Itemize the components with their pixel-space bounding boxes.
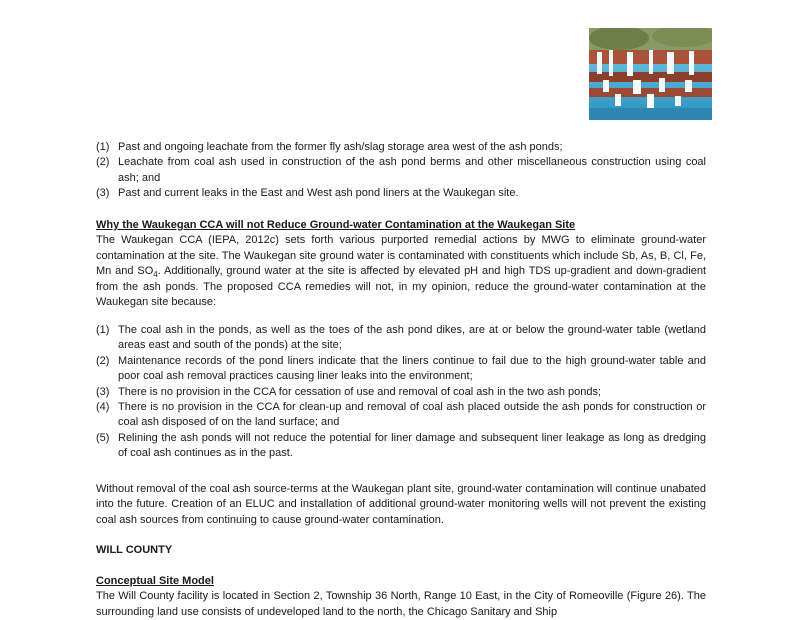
body-paragraph: The Will County facility is located in Section 2, Township 36 North, Range 10 East, in the City of Romeoville (Figure 26). The surrounding land use consists of undeveloped land to the north, the Chicago Sanitary and Ship	[96, 590, 706, 618]
subsection-heading: Conceptual Site Model	[96, 575, 214, 587]
remedy-failure-reasons-block	[96, 323, 706, 462]
waukegan-section	[96, 218, 706, 310]
remedy-failure-reasons-list	[96, 323, 706, 462]
list-item: (2) Maintenance records of the pond liners indicate that the liners continue to fail due to the high ground-water table and poor coal ash removal practices causing liner leaks into the environment;	[96, 354, 706, 383]
conclusion-paragraph: Without removal of the coal ash source-terms at the Waukegan plant site, ground-water contamination will continue unabated into the future. Creation of an ELUC and installation of additional ground-water monitoring wells will not prevent the existing coal ash sources from continuing to cause ground-water contamination.	[96, 483, 706, 526]
section-title: WILL COUNTY	[96, 544, 173, 556]
contamination-sources-list	[96, 140, 706, 202]
waterfall-image	[589, 28, 712, 120]
will-county-section	[96, 574, 706, 620]
list-item: (3) There is no provision in the CCA for cessation of use and removal of coal ash in the two ash ponds;	[96, 385, 602, 398]
conclusion-block	[96, 482, 706, 528]
body-paragraph: The Waukegan CCA (IEPA, 2012c) sets forth various purported remedial actions by MWG to eliminate ground-water contamination at the site. The Waukegan site ground water is contaminated with constituents which include Sb, As, B, Cl, Fe, Mn and $SO_4$. Additionally, ground water at the site is affected by elevated pH and high TDS up-gradient and down-gradient from the ash ponds. The proposed CCA remedies will not, in my opinion, reduce the ground-water contamination at the Waukegan site because:	[96, 234, 707, 309]
list-item: (5) Relining the ash ponds will not reduce the potential for liner damage and subsequent liner leakage as long as dredging of coal ash continues as in the past.	[96, 431, 706, 460]
will-county-title-block	[96, 543, 706, 558]
contamination-sources-list-block	[96, 140, 706, 202]
list-item: (4) There is no provision in the CCA for clean-up and removal of coal ash placed outside the ash ponds for construction or coal ash disposed of on the land surface; and	[96, 401, 706, 429]
section-heading: Why the Waukegan CCA will not Reduce Ground-water Contamination at the Waukegan Site	[96, 219, 576, 231]
list-item: (2) Leachate from coal ash used in construction of the ash pond berms and other miscellaneous construction using coal ash; and	[96, 156, 706, 184]
list-item: (3) Past and current leaks in the East and West ash pond liners at the Waukegan site.	[96, 187, 519, 200]
list-item: (1) Past and ongoing leachate from the former fly ash/slag storage area west of the ash ponds;	[96, 141, 563, 153]
list-item: (1) The coal ash in the ponds, as well as the toes of the ash pond dikes, are at or below the ground-water table (wetland areas east and south of the ponds) at the site;	[96, 324, 706, 352]
waterfall-photo	[589, 28, 712, 120]
